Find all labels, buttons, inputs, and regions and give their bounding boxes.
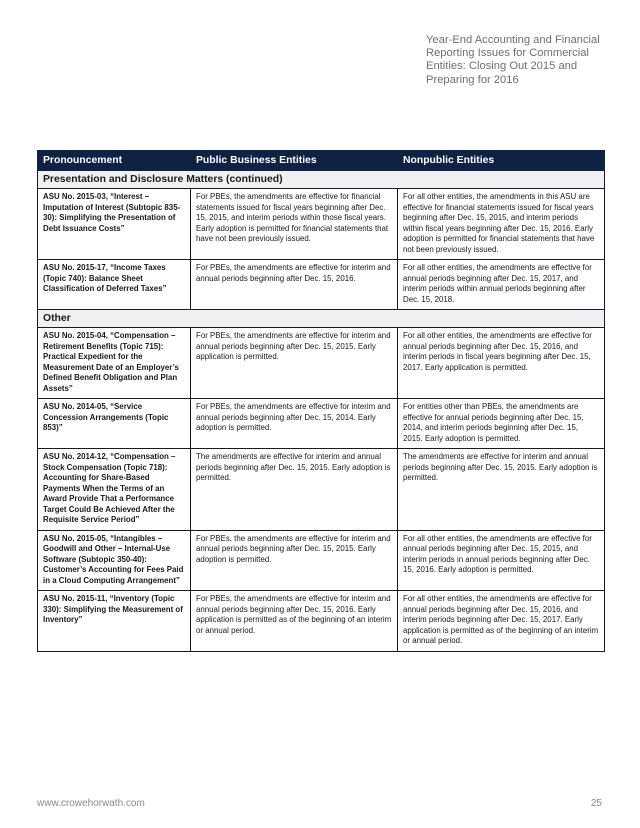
column-header-nonpublic: Nonpublic Entities xyxy=(398,151,605,171)
pronouncement-cell: ASU No. 2014-12, “Compensation – Stock Compensation (Topic 718): Accounting for Share-Based Payments When the Terms of an Award Provide That a Performance Target Could Be Achieved After the Requisite Service Period” xyxy=(38,449,191,531)
section-header-row xyxy=(38,310,605,328)
public-entities-cell: For PBEs, the amendments are effective for financial statements issued for fiscal years beginning after Dec. 15, 2015, and interim periods within those fiscal years. Early adoption is permitted for financial statements that have not been previously issued. xyxy=(191,189,398,260)
document-header-title: Year-End Accounting and Financial Reporting Issues for Commercial Entities: Closing Out 2015 and Preparing for 2016 xyxy=(426,34,600,86)
public-entities-cell: For PBEs, the amendments are effective for interim and annual periods beginning after Dec. 15, 2016. Early application is permitted as of the beginning of an interim or annual period. xyxy=(191,591,398,652)
pronouncement-cell: ASU No. 2015-11, “Inventory (Topic 330): Simplifying the Measurement of Inventory” xyxy=(38,591,191,652)
table-row xyxy=(38,260,605,310)
public-entities-cell: The amendments are effective for interim and annual periods beginning after Dec. 15, 2015. Early adoption is permitted. xyxy=(191,449,398,531)
pronouncement-cell: ASU No. 2014-05, “Service Concession Arrangements (Topic 853)” xyxy=(38,399,191,449)
pronouncements-table-container xyxy=(37,150,604,652)
section-title: Presentation and Disclosure Matters (continued) xyxy=(38,171,605,189)
page-number: 25 xyxy=(590,798,602,809)
table-row xyxy=(38,591,605,652)
public-entities-cell: For PBEs, the amendments are effective for interim and annual periods beginning after Dec. 15, 2016. xyxy=(191,260,398,310)
table-row xyxy=(38,530,605,591)
nonpublic-entities-cell: For all other entities, the amendments are effective for annual periods beginning after Dec. 15, 2015, and interim periods in annual periods beginning after Dec. 15, 2016. Early adoption is permitted. xyxy=(398,530,605,591)
nonpublic-entities-cell: For entities other than PBEs, the amendments are effective for annual periods beginning after Dec. 15, 2014, and interim periods beginning after Dec. 15, 2015. Early adoption is permitted. xyxy=(398,399,605,449)
section-title: Other xyxy=(38,310,605,328)
table-header-row xyxy=(38,151,605,171)
section-header-row xyxy=(38,171,605,189)
nonpublic-entities-cell: For all other entities, the amendments in this ASU are effective for financial statements issued for fiscal years beginning after Dec. 15, 2015, and interim periods within fiscal years beginning after Dec. 15, 2016. Early adoption is permitted for financial statements that have not been previously issued. xyxy=(398,189,605,260)
pronouncements-table xyxy=(37,150,605,652)
pronouncement-cell: ASU No. 2015-04, “Compensation – Retirement Benefits (Topic 715): Practical Expedient for the Measurement Date of an Employer’s Defined Benefit Obligation and Plan Assets” xyxy=(38,328,191,399)
public-entities-cell: For PBEs, the amendments are effective for interim and annual periods beginning after Dec. 15, 2015. Early adoption is permitted. xyxy=(191,530,398,591)
table-row xyxy=(38,449,605,531)
nonpublic-entities-cell: For all other entities, the amendments are effective for annual periods beginning after Dec. 15, 2016, and interim periods beginning after Dec. 15, 2017. Early application is permitted as of the beginning of an interim or annual period. xyxy=(398,591,605,652)
pronouncement-cell: ASU No. 2015-17, “Income Taxes (Topic 740): Balance Sheet Classification of Deferred Taxes” xyxy=(38,260,191,310)
table-row xyxy=(38,399,605,449)
pronouncement-cell: ASU No. 2015-03, “Interest – Imputation of Interest (Subtopic 835-30): Simplifying the Presentation of Debt Issuance Costs” xyxy=(38,189,191,260)
public-entities-cell: For PBEs, the amendments are effective for interim and annual periods beginning after Dec. 15, 2015. Early application is permitted. xyxy=(191,328,398,399)
public-entities-cell: For PBEs, the amendments are effective for interim and annual periods beginning after Dec. 15, 2014. Early adoption is permitted. xyxy=(191,399,398,449)
table-row xyxy=(38,189,605,260)
column-header-public: Public Business Entities xyxy=(191,151,398,171)
table-row xyxy=(38,328,605,399)
nonpublic-entities-cell: The amendments are effective for interim and annual periods beginning after Dec. 15, 2015. Early adoption is permitted. xyxy=(398,449,605,531)
footer-website-link[interactable]: www.crowehorwath.com xyxy=(37,798,145,809)
nonpublic-entities-cell: For all other entities, the amendments are effective for annual periods beginning after Dec. 15, 2016, and interim periods in fiscal years beginning after Dec. 15, 2017. Early application is permitted. xyxy=(398,328,605,399)
pronouncement-cell: ASU No. 2015-05, “Intangibles – Goodwill and Other – Internal-Use Software (Subtopic 350-40): Customer’s Accounting for Fees Paid in a Cloud Computing Arrangement” xyxy=(38,530,191,591)
nonpublic-entities-cell: For all other entities, the amendments are effective for annual periods beginning after Dec. 15, 2017, and interim periods within annual periods beginning after Dec. 15, 2018. xyxy=(398,260,605,310)
column-header-pronouncement: Pronouncement xyxy=(38,151,191,171)
